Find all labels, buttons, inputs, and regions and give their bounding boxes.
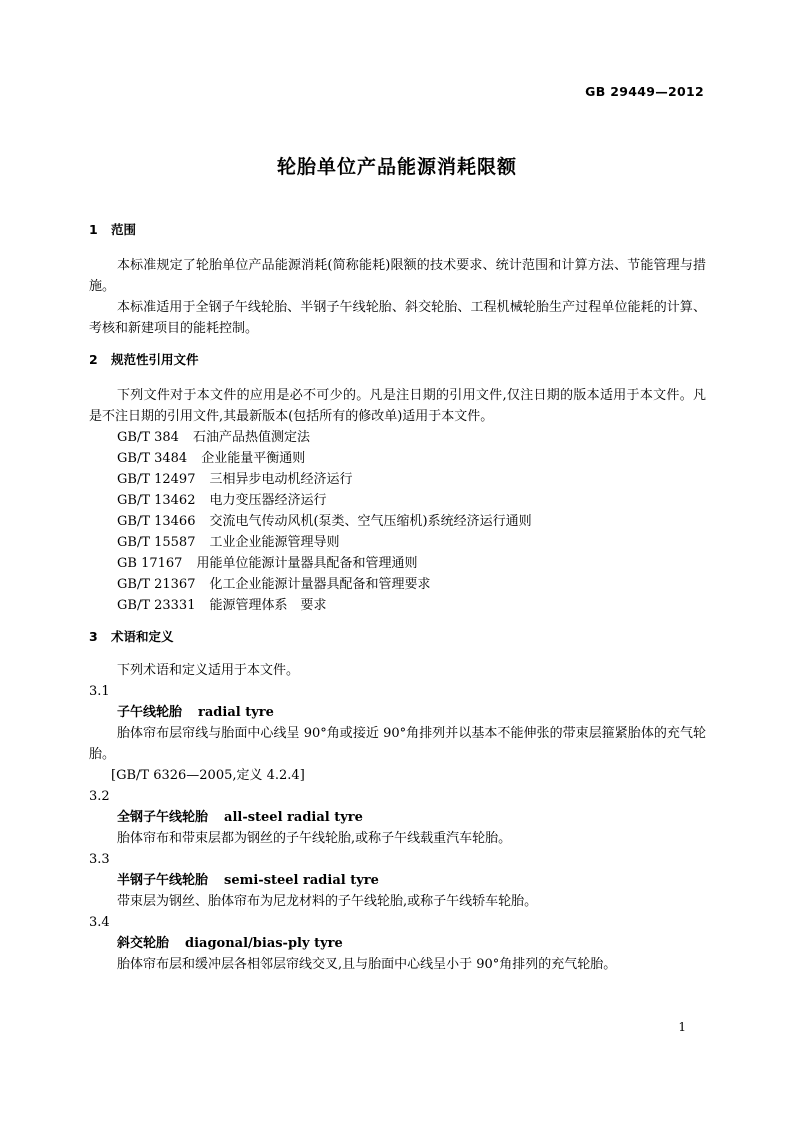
reference-item: GB/T 384 石油产品热值测定法 xyxy=(117,430,310,445)
document-title: 轮胎单位产品能源消耗限额 xyxy=(276,156,517,178)
reference-item: GB 17167 用能单位能源计量器具配备和管理通则 xyxy=(117,556,418,571)
term-heading: 斜交轮胎 diagonal/bias-ply tyre xyxy=(117,936,343,951)
section-heading-scope: 1 范围 xyxy=(89,222,137,237)
section-heading-normative-references: 2 规范性引用文件 xyxy=(89,352,199,367)
reference-item: GB/T 15587 工业企业能源管理导则 xyxy=(117,535,340,550)
reference-item: GB/T 13462 电力变压器经济运行 xyxy=(117,493,327,508)
document-body xyxy=(89,221,706,975)
standard-code: GB 29449—2012 xyxy=(585,84,704,99)
reference-item: GB/T 13466 交流电气传动风机(泵类、空气压缩机)系统经济运行通则 xyxy=(117,514,532,529)
terms-intro: 下列术语和定义适用于本文件。 xyxy=(117,663,300,678)
term-source: [GB/T 6326—2005,定义 4.2.4] xyxy=(111,768,305,783)
term-definition: 带束层为钢丝、胎体帘布为尼龙材料的子午线轮胎,或称子午线轿车轮胎。 xyxy=(117,894,538,909)
clause-number: 3.3 xyxy=(89,852,110,867)
section-heading-terms-and-definitions: 3 术语和定义 xyxy=(89,629,174,644)
reference-item: GB/T 12497 三相异步电动机经济运行 xyxy=(117,472,353,487)
scope-paragraph-1: 本标准规定了轮胎单位产品能源消耗(简称能耗)限额的技术要求、统计范围和计算方法、节能管理与措施。 xyxy=(89,258,706,294)
clause-number: 3.4 xyxy=(89,915,110,930)
reference-list xyxy=(89,427,706,616)
clause-number: 3.2 xyxy=(89,789,110,804)
term-heading: 全钢子午线轮胎 all-steel radial tyre xyxy=(117,810,363,825)
term-heading: 子午线轮胎 radial tyre xyxy=(117,705,274,720)
term-definition: 胎体帘布层和缓冲层各相邻层帘线交叉,且与胎面中心线呈小于 90°角排列的充气轮胎。 xyxy=(117,957,617,972)
reference-item: GB/T 3484 企业能量平衡通则 xyxy=(117,451,306,466)
scope-paragraph-2: 本标准适用于全钢子午线轮胎、半钢子午线轮胎、斜交轮胎、工程机械轮胎生产过程单位能耗的计算、考核和新建项目的能耗控制。 xyxy=(89,300,706,336)
term-definition: 胎体帘布和带束层都为钢丝的子午线轮胎,或称子午线载重汽车轮胎。 xyxy=(117,831,512,846)
term-definition: 胎体帘布层帘线与胎面中心线呈 90°角或接近 90°角排列并以基本不能伸张的带束层箍紧胎体的充气轮胎。 xyxy=(89,726,706,762)
reference-item: GB/T 21367 化工企业能源计量器具配备和管理要求 xyxy=(117,577,431,592)
clause-number: 3.1 xyxy=(89,684,110,699)
page-number: 1 xyxy=(678,1020,686,1034)
term-heading: 半钢子午线轮胎 semi-steel radial tyre xyxy=(117,873,379,888)
references-intro: 下列文件对于本文件的应用是必不可少的。凡是注日期的引用文件,仅注日期的版本适用于本文件。凡是不注日期的引用文件,其最新版本(包括所有的修改单)适用于本文件。 xyxy=(89,388,706,424)
reference-item: GB/T 23331 能源管理体系 要求 xyxy=(117,598,327,613)
